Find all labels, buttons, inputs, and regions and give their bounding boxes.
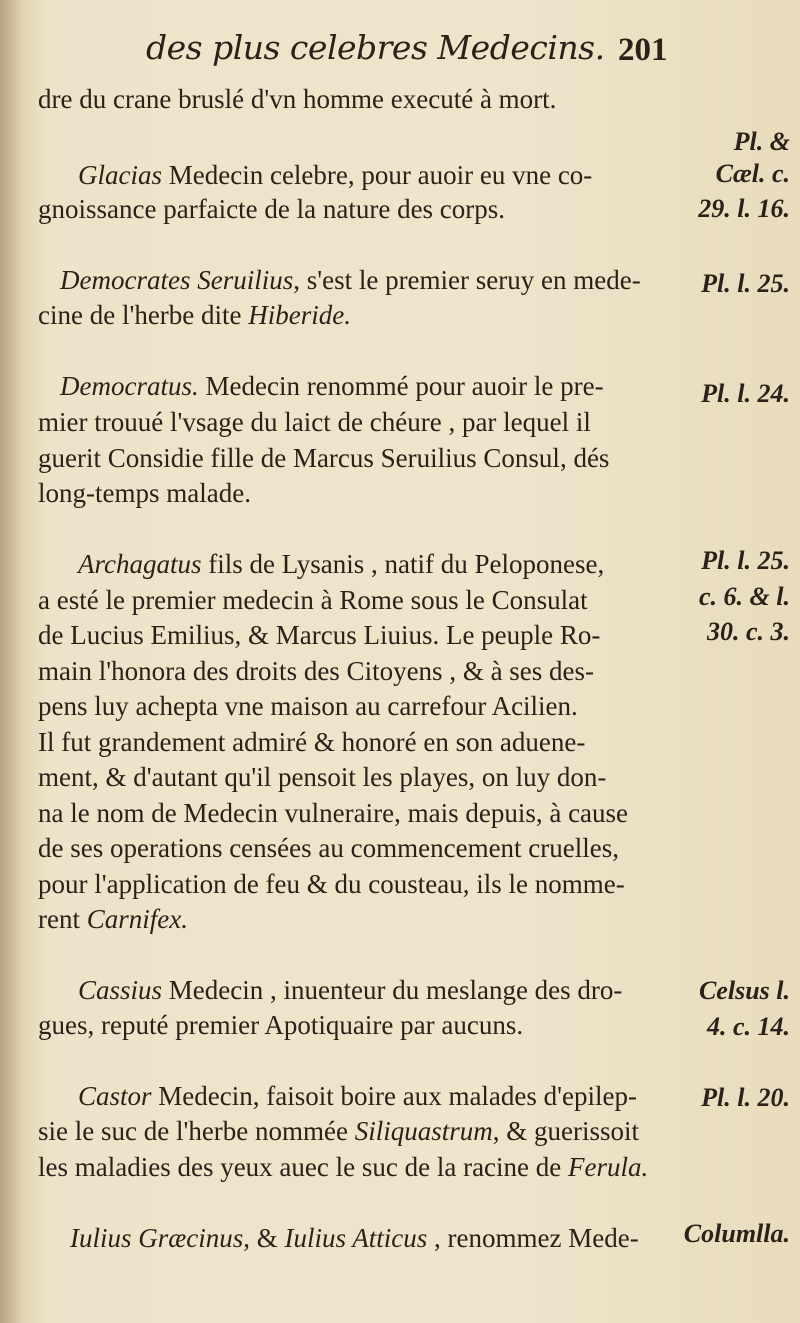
line-text: ment, & d'autant qu'il pensoit les playes, on luy don-: [38, 762, 607, 792]
text-line: [38, 83, 556, 115]
line-text: long-temps malade.: [38, 478, 251, 508]
line-text: Medecin celebre, pour auoir eu vne co-: [162, 160, 593, 190]
margin-reference: Pl. l. 20.: [701, 1083, 790, 1112]
line-text: Medecin , inuenteur du meslange des dro-: [162, 975, 623, 1005]
line-text: Medecin, faisoit boire aux malades d'epilep-: [151, 1081, 637, 1111]
italic-name: Democrates Seruilius: [60, 265, 294, 295]
margin-reference: Pl. l. 25.: [701, 546, 790, 575]
text-line: [38, 726, 585, 758]
line-text: main l'honora des droits des Citoyens , & à ses des-: [38, 656, 595, 686]
margin-reference: Celsus l.: [698, 976, 790, 1005]
gutter-shadow: [0, 0, 24, 1323]
margin-reference: Pl. &: [733, 127, 790, 156]
line-text: de ses operations censées au commencement cruelles,: [38, 833, 620, 863]
line-text: fils de Lysanis , natif du Peloponese,: [201, 549, 605, 579]
italic-name: Democratus.: [60, 371, 199, 401]
line-text: guerit Considie fille de Marcus Seruilius Consul, dés: [38, 443, 610, 473]
italic-name: Siliquastrum: [354, 1116, 493, 1146]
line-text: , s'est le premier seruy en mede-: [293, 265, 641, 295]
text-line: [70, 1222, 639, 1254]
text-line: [38, 1009, 523, 1041]
text-line: [38, 584, 588, 616]
line-text: Il fut grandement admiré & honoré en son aduene-: [38, 727, 586, 757]
line-text: , renommez Mede-: [427, 1223, 639, 1253]
text-line: [60, 370, 604, 402]
text-line: [38, 406, 591, 438]
line-text: a esté le premier medecin à Rome sous le Consulat: [38, 585, 588, 615]
text-line: [38, 903, 188, 935]
italic-name: Castor: [78, 1081, 152, 1111]
line-text: gues, reputé premier Apotiquaire par aucuns.: [38, 1010, 524, 1040]
line-text: sie le suc de l'herbe nommée: [38, 1116, 355, 1146]
text-line: [38, 442, 609, 474]
text-line: [38, 868, 625, 900]
text-line: [38, 193, 505, 225]
italic-name: Iulius Græcinus: [70, 1223, 244, 1253]
line-text: gnoissance parfaicte de la nature des corps.: [38, 194, 506, 224]
line-text: pour l'application de feu & du cousteau, ils le nomme-: [38, 869, 625, 899]
line-text: rent: [38, 904, 87, 934]
italic-name: Archagatus: [78, 549, 202, 579]
line-text: mier trouué l'vsage du laict de chéure , par lequel il: [38, 407, 591, 437]
margin-reference: 30. c. 3.: [706, 617, 790, 646]
text-line: [38, 761, 606, 793]
margin-reference: Columlla.: [683, 1219, 790, 1248]
page-header: [0, 24, 800, 74]
margin-reference: Cæl. c.: [715, 159, 790, 188]
text-line: [38, 477, 251, 509]
margin-reference: Pl. l. 25.: [701, 269, 790, 298]
text-line: [78, 974, 622, 1006]
italic-name: Carnifex.: [86, 904, 188, 934]
line-text: na le nom de Medecin vulneraire, mais depuis, à cause: [38, 798, 629, 828]
line-text: de Lucius Emilius, & Marcus Liuius. Le peuple Ro-: [38, 620, 601, 650]
text-line: [78, 1080, 637, 1112]
text-line: [38, 655, 594, 687]
line-text: les maladies des yeux auec le suc de la racine de: [38, 1152, 569, 1182]
text-line: [38, 1115, 639, 1147]
line-text: cine de l'herbe dite: [38, 300, 249, 330]
line-text: pens luy achepta vne maison au carrefour Acilien.: [38, 691, 578, 721]
text-line: [38, 1151, 648, 1183]
text-line: [78, 159, 592, 191]
italic-name: Hiberide.: [248, 300, 351, 330]
margin-reference: 4. c. 14.: [706, 1012, 790, 1041]
text-line: [60, 264, 641, 296]
line-text: , &: [243, 1223, 285, 1253]
margin-reference: 29. l. 16.: [698, 194, 790, 223]
text-line: [78, 548, 604, 580]
text-line: [38, 797, 628, 829]
text-line: [38, 690, 578, 722]
text-line: [38, 619, 600, 651]
margin-reference: c. 6. & l.: [699, 582, 790, 611]
text-line: [38, 832, 619, 864]
italic-name: Iulius Atticus: [284, 1223, 428, 1253]
line-text: dre du crane bruslé d'vn homme executé à mort.: [38, 84, 557, 114]
text-line: [38, 299, 351, 331]
page-number: 201: [618, 32, 668, 68]
italic-name: Glacias: [78, 160, 162, 190]
line-text: Medecin renommé pour auoir le pre-: [198, 371, 604, 401]
italic-name: Cassius: [78, 975, 163, 1005]
italic-name: Ferula.: [568, 1152, 649, 1182]
margin-reference: Pl. l. 24.: [701, 379, 790, 408]
running-title: des plus celebres Medecins.: [146, 28, 605, 67]
line-text: , & guerissoit: [492, 1116, 640, 1146]
